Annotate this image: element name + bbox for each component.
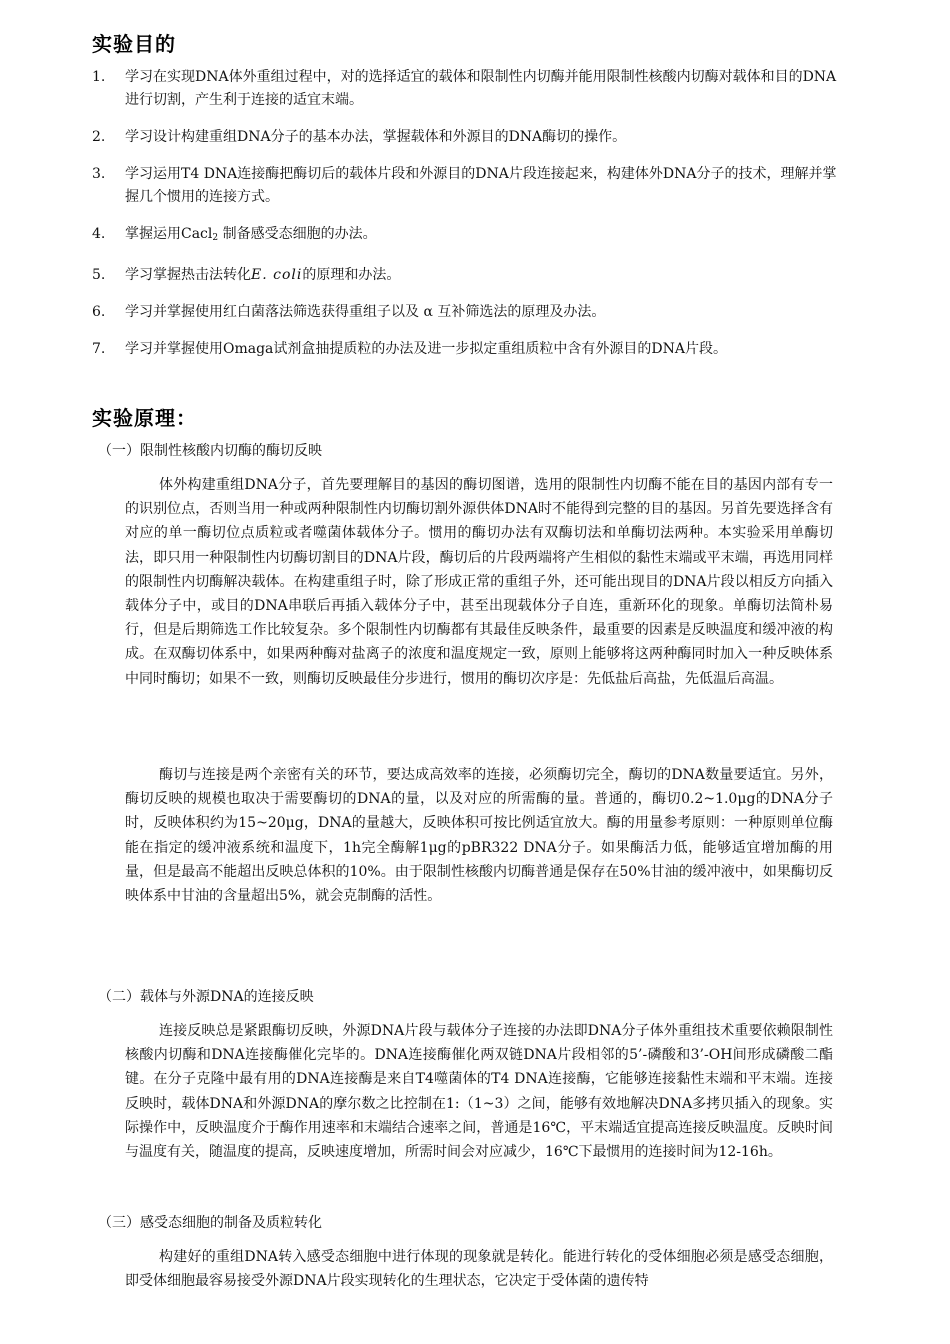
list-text: 学习在实现DNA体外重组过程中，对的选择适宜的载体和限制性内切酶并能用限制性核酸内切酶对载体和目的DNA进行切割，产生利于连接的适宜末端。 <box>125 69 837 108</box>
list-number: 7. <box>92 341 106 357</box>
species-name: E. coli <box>251 267 303 283</box>
list-number: 2. <box>92 129 106 145</box>
list-number: 4. <box>92 226 106 242</box>
paragraph: 体外构建重组DNA分子，首先要理解目的基因的酶切图谱，选用的限制性内切酶不能在目的基因内部有专一的识别位点，否则当用一种或两种限制性内切酶切割外源供体DNA时不能得到完整的目的基因。另首先要选择含有对应的单一酶切位点质粒或者噬菌体载体分子。惯用的酶切办法有双酶切法和单酶切法两种。本实验采用单酶切法，即只用一种限制性内切酶切割目的DNA片段，酶切后的片段两端将产生相似的黏性末端或平末端，再选用同样的限制性内切酶解决载体。在构建重组子时，除了形成正常的重组子外，还可能出现目的DNA片段以相反方向插入载体分子中，或目的DNA串联后再插入载体分子中，甚至出现载体分子自连，重新环化的现象。单酶切法简朴易行，但是后期筛选工作比较复杂。多个限制性内切酶都有其最佳反映条件，最重要的因素是反映温度和缓冲液的构成。在双酶切体系中，如果两种酶对盐离子的浓度和温度规定一致，原则上能够将这两种酶同时加入一种反映体系中同时酶切；如果不一致，则酶切反映最佳分步进行，惯用的酶切次序是：先低盐后高盐，先低温后高温。 <box>125 477 833 687</box>
goals-heading: 实验目的 <box>92 32 176 56</box>
list-item <box>0 301 950 324</box>
list-item <box>0 264 950 287</box>
principle-heading: 实验原理： <box>92 406 197 430</box>
list-text-pre: 学习掌握热击法转化 <box>125 267 251 283</box>
paragraph: 连接反映总是紧跟酶切反映，外源DNA片段与载体分子连接的办法即DNA分子体外重组技术重要依赖限制性核酸内切酶和DNA连接酶催化完毕的。DNA连接酶催化两双链DNA片段相邻的5’-磷酸和3’-OH间形成磷酸二酯键。在分子克隆中最有用的DNA连接酶是来自T4噬菌体的T4 DNA连接酶，它能够连接黏性末端和平末端。连接反映时，载体DNA和外源DNA的摩尔数之比控制在1:（1~3）之间，能够有效地解决DNA多拷贝插入的现象。实际操作中，反映温度介于酶作用速率和末端结合速率之间，普通是16℃，平末端适宜提高连接反映温度。反映时间与温度有关，随温度的提高，反映速度增加，所需时间会对应减少，16℃下最惯用的连接时间为12-16h。 <box>125 1023 833 1161</box>
list-item <box>0 338 950 361</box>
section-title: （一）限制性核酸内切酶的酶切反映 <box>98 443 322 459</box>
list-text-post: 制备感受态细胞的办法。 <box>218 226 377 242</box>
section-title: （三）感受态细胞的制备及质粒转化 <box>98 1215 322 1231</box>
list-text: 学习设计构建重组DNA分子的基本办法，掌握载体和外源目的DNA酶切的操作。 <box>125 129 627 145</box>
list-number: 6. <box>92 304 106 320</box>
goals-list <box>0 66 950 375</box>
list-number: 5. <box>92 267 106 283</box>
list-number: 1. <box>92 69 106 85</box>
paragraph: 酶切与连接是两个亲密有关的环节，要达成高效率的连接，必须酶切完全，酶切的DNA数量要适宜。另外，酶切反映的规模也取决于需要酶切的DNA的量，以及对应的所需酶的量。普通的，酶切0.2~1.0μg的DNA分子时，反映体积约为15~20μg，DNA的量越大，反映体积可按比例适宜放大。酶的用量参考原则：一种原则单位酶能在指定的缓冲液系统和温度下，1h完全酶解1μg的pBR322 DNA分子。如果酶活力低，能够适宜增加酶的用量，但是最高不能超出反映总体积的10%。由于限制性核酸内切酶普通是保存在50%甘油的缓冲液中，如果酶切反映体系中甘油的含量超出5%，就会克制酶的活性。 <box>125 767 833 905</box>
section-title: （二）载体与外源DNA的连接反映 <box>98 989 314 1005</box>
list-number: 3. <box>92 166 106 182</box>
list-item <box>0 223 950 250</box>
list-item <box>0 126 950 149</box>
paragraph: 构建好的重组DNA转入感受态细胞中进行体现的现象就是转化。能进行转化的受体细胞必须是感受态细胞，即受体细胞最容易接受外源DNA片段实现转化的生理状态，它决定于受体菌的遗传特 <box>125 1249 833 1290</box>
list-item <box>0 163 950 209</box>
subscript: 2 <box>212 233 219 243</box>
list-text-post: 的原理和办法。 <box>302 267 401 283</box>
list-item <box>0 66 950 112</box>
list-text: 学习并掌握使用红白菌落法筛选获得重组子以及 α 互补筛选法的原理及办法。 <box>125 304 606 320</box>
list-text: 学习并掌握使用Omaga试剂盒抽提质粒的办法及进一步拟定重组质粒中含有外源目的DNA片段。 <box>125 341 727 357</box>
list-text: 学习运用T4 DNA连接酶把酶切后的载体片段和外源目的DNA片段连接起来，构建体外DNA分子的技术，理解并掌握几个惯用的连接方式。 <box>125 166 837 205</box>
list-text-pre: 掌握运用Cacl <box>125 226 213 242</box>
